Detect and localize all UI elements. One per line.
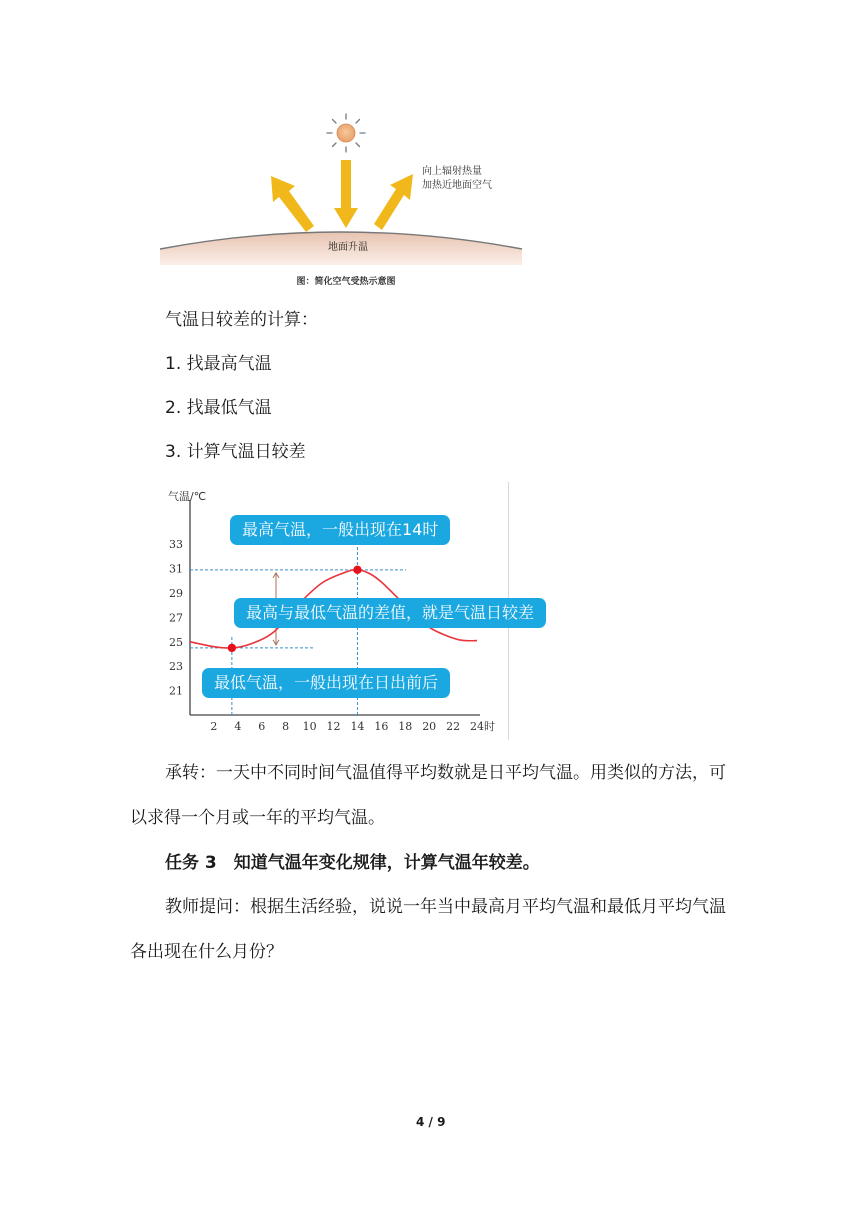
x-tick-label: 22 — [446, 720, 461, 733]
x-tick-label: 16 — [374, 720, 389, 733]
page-number: 4 / 9 — [416, 1115, 446, 1129]
x-tick-label: 2 — [210, 720, 218, 733]
x-tick-label: 24 — [470, 720, 485, 733]
x-tick-label: 12 — [326, 720, 341, 733]
task-3-heading: 任务 3 知道气温年变化规律，计算气温年较差。 — [165, 853, 540, 873]
x-tick-label: 4 — [234, 720, 242, 733]
left-radiation-arrow — [271, 176, 314, 232]
side-label-line2: 加热近地面空气 — [422, 180, 492, 191]
sun-icon — [327, 114, 365, 152]
diff-callout: 最高与最低气温的差值，就是气温日较差 — [234, 598, 546, 628]
right-radiation-arrow — [374, 174, 413, 230]
max-temp-point — [353, 566, 361, 574]
figure-caption: 图：简化空气受热示意图 — [296, 277, 396, 287]
incoming-radiation-arrow — [334, 160, 358, 228]
y-tick-label: 29 — [169, 587, 183, 600]
ground-label: 地面升温 — [328, 242, 368, 253]
y-tick-label: 33 — [169, 538, 183, 552]
y-tick-label: 27 — [169, 611, 183, 625]
y-tick-label: 21 — [169, 684, 183, 698]
y-tick-label: 31 — [169, 562, 183, 576]
x-tick-label: 6 — [258, 720, 266, 733]
x-tick-label: 8 — [282, 720, 290, 733]
question-line-1: 教师提问：根据生活经验，说说一年当中最高月平均气温和最低月平均气温 — [165, 897, 726, 917]
step-2: 2. 找最低气温 — [165, 398, 272, 418]
min-temp-point — [228, 644, 236, 652]
x-axis-label: 时 — [484, 720, 495, 733]
question-line-2: 各出现在什么月份？ — [130, 942, 283, 962]
x-tick-label: 10 — [302, 720, 317, 733]
transition-line-1: 承转：一天中不同时间气温值得平均数就是日平均气温。用类似的方法，可 — [165, 763, 726, 783]
daily-temperature-chart — [158, 482, 535, 740]
min-temp-callout: 最低气温，一般出现在日出前后 — [202, 668, 450, 698]
y-tick-label: 23 — [169, 660, 183, 674]
calc-title: 气温日较差的计算： — [165, 310, 318, 330]
y-axis-label: 气温/℃ — [168, 490, 207, 503]
step-1: 1. 找最高气温 — [165, 354, 272, 374]
air-heating-diagram — [158, 108, 528, 293]
max-temp-callout: 最高气温，一般出现在14时 — [230, 515, 450, 545]
x-tick-label: 20 — [422, 720, 437, 733]
side-label-line1: 向上辐射热量 — [422, 166, 482, 177]
x-tick-label: 18 — [398, 720, 413, 733]
y-tick-label: 25 — [169, 635, 183, 649]
step-3: 3. 计算气温日较差 — [165, 442, 306, 462]
transition-line-2: 以求得一个月或一年的平均气温。 — [130, 808, 385, 828]
x-tick-label: 14 — [350, 720, 365, 733]
